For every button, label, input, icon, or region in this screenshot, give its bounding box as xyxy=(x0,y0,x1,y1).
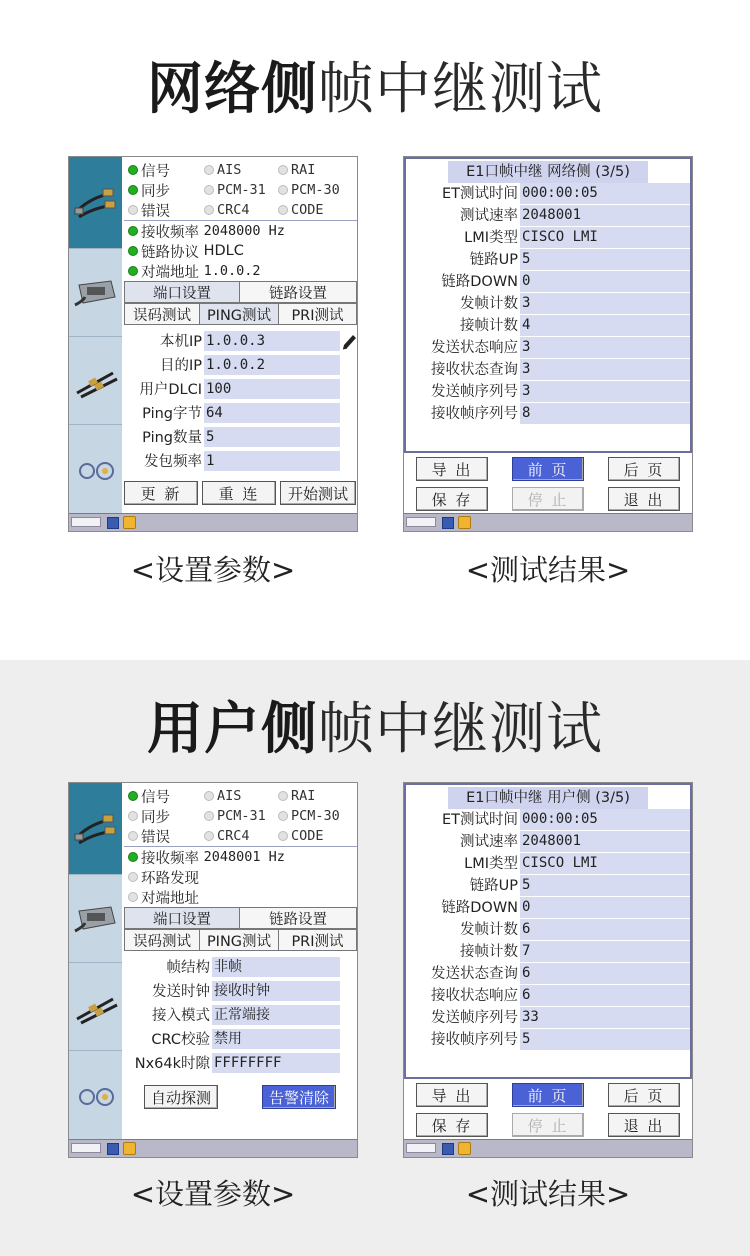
form-row xyxy=(124,331,357,353)
gears-icon xyxy=(73,455,119,485)
form-row xyxy=(124,379,357,401)
result-row xyxy=(406,985,690,1007)
result-row xyxy=(406,227,690,249)
tab-bert[interactable]: 误码测试 xyxy=(124,303,200,325)
indicator xyxy=(128,826,170,846)
field-label: 目的IP xyxy=(159,358,202,374)
indicator-row xyxy=(126,826,356,846)
status-item xyxy=(128,221,285,241)
indicator-label: 同步 xyxy=(141,183,170,200)
settings-screen xyxy=(68,782,358,1158)
indicator-label: 同步 xyxy=(141,809,170,826)
fiber-cable-icon xyxy=(73,361,119,401)
tab-link-settings[interactable]: 链路设置 xyxy=(239,281,357,303)
result-label: LMI类型 xyxy=(464,856,518,872)
dest-ip-input[interactable]: 1.0.0.2 xyxy=(204,355,340,376)
user-side-section xyxy=(0,660,750,1256)
result-value: 3 xyxy=(520,359,690,380)
indicator-label: CRC4 xyxy=(217,202,250,218)
bnc-cable-icon xyxy=(73,183,119,223)
save-button[interactable]: 保 存 xyxy=(416,1113,488,1137)
status-dot xyxy=(204,791,214,801)
tray-icon[interactable] xyxy=(458,1142,471,1155)
sidebar-item-settings[interactable] xyxy=(69,425,122,515)
pen-input-icon[interactable] xyxy=(406,1143,436,1153)
sidebar-item-dsub[interactable] xyxy=(69,249,122,337)
sidebar-item-e1-cable[interactable] xyxy=(69,157,122,249)
tx-clock-select[interactable]: 接收时钟 xyxy=(212,981,340,1002)
indicator-label: 错误 xyxy=(141,829,170,846)
sidebar-item-fiber[interactable] xyxy=(69,337,122,425)
status-label: 接收频率 xyxy=(141,224,199,241)
tab-link-settings[interactable]: 链路设置 xyxy=(239,907,357,929)
result-value: 5 xyxy=(520,875,690,896)
field-label: 发包频率 xyxy=(144,454,202,470)
next-page-button[interactable]: 后 页 xyxy=(608,1083,680,1107)
result-value: 2048001 xyxy=(520,205,690,226)
status-bar xyxy=(69,513,358,531)
indicator xyxy=(128,180,170,200)
result-value: 0 xyxy=(520,897,690,918)
result-value: 5 xyxy=(520,1029,690,1050)
indicator-label: AIS xyxy=(217,788,242,804)
status-bar xyxy=(404,513,693,531)
status-value: 2048001 Hz xyxy=(203,849,285,865)
result-value: 6 xyxy=(520,919,690,940)
indicator-label: RAI xyxy=(291,788,316,804)
form-row xyxy=(124,981,357,1003)
reconnect-button[interactable]: 重 连 xyxy=(202,481,276,505)
field-label: 发送时钟 xyxy=(152,984,210,1000)
tab-pri[interactable]: PRI测试 xyxy=(278,929,357,951)
status-dot xyxy=(128,791,138,801)
ping-count-input[interactable]: 5 xyxy=(204,427,340,448)
caption-results: <测试结果> xyxy=(465,1177,631,1211)
sidebar-item-settings[interactable] xyxy=(69,1051,122,1141)
indicator xyxy=(128,806,170,826)
pen-input-icon[interactable] xyxy=(406,517,436,527)
prev-page-button[interactable]: 前 页 xyxy=(512,457,584,481)
indicator-label: PCM-31 xyxy=(217,182,266,198)
status-row xyxy=(126,261,356,281)
tab-row-main xyxy=(124,907,357,929)
indicator-label: PCM-30 xyxy=(291,182,340,198)
status-dot xyxy=(204,811,214,821)
result-row xyxy=(406,853,690,875)
result-row xyxy=(406,1029,690,1051)
local-ip-input[interactable]: 1.0.0.3 xyxy=(204,331,340,352)
indicator-label: 错误 xyxy=(141,203,170,220)
keyboard-icon[interactable] xyxy=(442,517,454,529)
tab-port-settings[interactable]: 端口设置 xyxy=(124,281,240,303)
start-test-button[interactable]: 开始测试 xyxy=(280,481,356,505)
status-dot xyxy=(278,811,288,821)
status-item xyxy=(128,261,261,281)
status-item xyxy=(128,847,285,867)
results-screen xyxy=(403,156,693,532)
status-dot xyxy=(128,165,138,175)
sidebar-item-dsub[interactable] xyxy=(69,875,122,963)
tab-bert[interactable]: 误码测试 xyxy=(124,929,200,951)
result-row xyxy=(406,271,690,293)
status-row xyxy=(126,221,356,241)
indicator-row xyxy=(126,160,356,180)
indicator-row xyxy=(126,180,356,200)
form-row xyxy=(124,1005,357,1027)
status-dot xyxy=(204,185,214,195)
status-dot xyxy=(278,165,288,175)
status-dot xyxy=(204,165,214,175)
results-title: E1口帧中继 用户侧 (3/5) xyxy=(448,787,648,809)
status-dot xyxy=(128,185,138,195)
indicator-label: CRC4 xyxy=(217,828,250,844)
indicator-row xyxy=(126,200,356,220)
access-mode-select[interactable]: 正常端接 xyxy=(212,1005,340,1026)
result-label: ET测试时间 xyxy=(441,186,518,202)
dsub-connector-icon xyxy=(73,901,119,937)
result-label: 接收帧序列号 xyxy=(431,1032,518,1048)
result-value: 3 xyxy=(520,293,690,314)
result-label: 链路UP xyxy=(469,878,518,894)
edit-pencil-icon[interactable] xyxy=(341,333,357,351)
result-label: 链路DOWN xyxy=(441,274,518,290)
result-value: 0 xyxy=(520,271,690,292)
status-item xyxy=(128,241,244,261)
status-dot xyxy=(128,872,138,882)
result-row xyxy=(406,1007,690,1029)
form-row xyxy=(124,957,357,979)
result-label: 发送状态响应 xyxy=(431,340,518,356)
result-row xyxy=(406,293,690,315)
result-value: 33 xyxy=(520,1007,690,1028)
result-label: 接帧计数 xyxy=(460,318,518,334)
export-button[interactable]: 导 出 xyxy=(416,457,488,481)
status-label: 接收频率 xyxy=(141,850,199,867)
save-button[interactable]: 保 存 xyxy=(416,487,488,511)
indicator-label: 信号 xyxy=(141,163,170,180)
status-dot xyxy=(278,831,288,841)
indicator-label: AIS xyxy=(217,162,242,178)
prev-page-button[interactable]: 前 页 xyxy=(512,1083,584,1107)
status-item xyxy=(128,867,199,887)
result-label: 接收状态查询 xyxy=(431,362,518,378)
result-value: CISCO LMI xyxy=(520,853,690,874)
settings-main xyxy=(124,157,357,515)
tray-icon[interactable] xyxy=(123,516,136,529)
status-label: 对端地址 xyxy=(141,890,199,907)
field-label: 接入模式 xyxy=(152,1008,210,1024)
dlci-input[interactable]: 100 xyxy=(204,379,340,400)
result-label: 发送状态查询 xyxy=(431,966,518,982)
indicator-label: CODE xyxy=(291,202,324,218)
indicator xyxy=(278,180,340,200)
result-label: 接帧计数 xyxy=(460,944,518,960)
field-label: CRC校验 xyxy=(151,1032,210,1048)
indicator xyxy=(204,180,266,200)
dsub-connector-icon xyxy=(73,275,119,311)
stop-button[interactable]: 停 止 xyxy=(512,1113,584,1137)
status-label: 链路协议 xyxy=(141,244,199,261)
settings-screen xyxy=(68,156,358,532)
indicator xyxy=(278,826,324,846)
result-label: 发送帧序列号 xyxy=(431,384,518,400)
result-label: 测试速率 xyxy=(460,208,518,224)
field-label: 帧结构 xyxy=(166,960,210,976)
status-row xyxy=(126,241,356,261)
tab-pri[interactable]: PRI测试 xyxy=(278,303,357,325)
status-value: 1.0.0.2 xyxy=(203,263,261,279)
result-value: 6 xyxy=(520,985,690,1006)
status-dot xyxy=(278,185,288,195)
exit-button[interactable]: 退 出 xyxy=(608,487,680,511)
result-value: 2048001 xyxy=(520,831,690,852)
indicator xyxy=(278,200,324,220)
results-buttons xyxy=(404,1081,692,1141)
clear-alarm-button[interactable]: 告警清除 xyxy=(262,1085,336,1109)
result-label: LMI类型 xyxy=(464,230,518,246)
keyboard-icon[interactable] xyxy=(107,1143,119,1155)
heading-light: 帧中继测试 xyxy=(318,57,603,122)
status-dot xyxy=(278,205,288,215)
ping-bytes-input[interactable]: 64 xyxy=(204,403,340,424)
status-label: 环路发现 xyxy=(141,870,199,887)
status-bar xyxy=(69,1139,358,1157)
indicator-label: CODE xyxy=(291,828,324,844)
result-row xyxy=(406,919,690,941)
field-label: 本机IP xyxy=(159,334,202,350)
bnc-cable-icon xyxy=(73,809,119,849)
result-row xyxy=(406,897,690,919)
indicator-label: PCM-31 xyxy=(217,808,266,824)
result-label: 链路DOWN xyxy=(441,900,518,916)
result-row xyxy=(406,359,690,381)
keyboard-icon[interactable] xyxy=(107,517,119,529)
tray-icon[interactable] xyxy=(123,1142,136,1155)
result-value: 6 xyxy=(520,963,690,984)
indicator-label: PCM-30 xyxy=(291,808,340,824)
pen-input-icon[interactable] xyxy=(71,1143,101,1153)
field-label: 用户DLCI xyxy=(139,382,202,398)
result-value: 4 xyxy=(520,315,690,336)
status-dot xyxy=(128,852,138,862)
results-screen xyxy=(403,782,693,1158)
status-row xyxy=(126,867,356,887)
indicator xyxy=(204,160,241,180)
result-label: 发帧计数 xyxy=(460,922,518,938)
form-row xyxy=(124,403,357,425)
indicator xyxy=(278,806,340,826)
result-label: 接收状态响应 xyxy=(431,988,518,1004)
indicator xyxy=(204,786,241,806)
auto-detect-button[interactable]: 自动探测 xyxy=(144,1085,218,1109)
indicator xyxy=(128,786,170,806)
tab-ping[interactable]: PING测试 xyxy=(199,303,279,325)
indicator-label: RAI xyxy=(291,162,316,178)
caption-settings: <设置参数> xyxy=(130,553,296,587)
status-dot xyxy=(128,811,138,821)
result-row xyxy=(406,831,690,853)
status-row xyxy=(126,847,356,867)
tab-ping[interactable]: PING测试 xyxy=(199,929,279,951)
send-rate-input[interactable]: 1 xyxy=(204,451,340,472)
form-row xyxy=(124,451,357,473)
status-value: 2048000 Hz xyxy=(203,223,285,239)
export-button[interactable]: 导 出 xyxy=(416,1083,488,1107)
frame-structure-select[interactable]: 非帧 xyxy=(212,957,340,978)
result-label: 发帧计数 xyxy=(460,296,518,312)
result-row xyxy=(406,403,690,425)
indicator-row xyxy=(126,806,356,826)
result-value: 3 xyxy=(520,337,690,358)
result-value: 3 xyxy=(520,381,690,402)
result-label: 链路UP xyxy=(469,252,518,268)
result-value: 7 xyxy=(520,941,690,962)
result-row xyxy=(406,183,690,205)
indicator xyxy=(204,200,250,220)
result-label: ET测试时间 xyxy=(441,812,518,828)
result-label: 发送帧序列号 xyxy=(431,1010,518,1026)
results-buttons xyxy=(404,455,692,515)
result-row xyxy=(406,963,690,985)
result-label: 测试速率 xyxy=(460,834,518,850)
keyboard-icon[interactable] xyxy=(442,1143,454,1155)
section-heading xyxy=(0,58,750,122)
result-value: 000:00:05 xyxy=(520,809,690,830)
status-dot xyxy=(128,226,138,236)
section-heading xyxy=(0,698,750,762)
result-row xyxy=(406,941,690,963)
status-item xyxy=(128,887,199,907)
form-row xyxy=(124,1053,357,1075)
indicator xyxy=(278,160,315,180)
field-label: Ping数量 xyxy=(142,430,202,446)
result-row xyxy=(406,315,690,337)
result-row xyxy=(406,875,690,897)
result-row xyxy=(406,205,690,227)
result-label: 接收帧序列号 xyxy=(431,406,518,422)
form-row xyxy=(124,427,357,449)
indicator-row xyxy=(126,786,356,806)
results-panel xyxy=(404,157,692,453)
field-label: Nx64k时隙 xyxy=(134,1056,210,1072)
form-row xyxy=(124,355,357,377)
status-dot xyxy=(204,205,214,215)
status-dot xyxy=(128,205,138,215)
indicator xyxy=(128,200,170,220)
fiber-cable-icon xyxy=(73,987,119,1027)
indicator xyxy=(278,786,315,806)
heading-bold: 网络侧 xyxy=(147,57,318,122)
result-row xyxy=(406,249,690,271)
results-title: E1口帧中继 网络侧 (3/5) xyxy=(448,161,648,183)
refresh-button[interactable]: 更 新 xyxy=(124,481,198,505)
result-row xyxy=(406,381,690,403)
stop-button[interactable]: 停 止 xyxy=(512,487,584,511)
result-value: 8 xyxy=(520,403,690,424)
sidebar xyxy=(69,783,122,1141)
status-value: HDLC xyxy=(203,243,244,259)
tab-row-tests xyxy=(124,303,357,325)
sidebar xyxy=(69,157,122,515)
heading-light: 帧中继测试 xyxy=(318,697,603,762)
indicator-label: 信号 xyxy=(141,789,170,806)
caption-settings: <设置参数> xyxy=(130,1177,296,1211)
tray-icon[interactable] xyxy=(458,516,471,529)
timeslot-input[interactable]: FFFFFFFF xyxy=(212,1053,340,1074)
status-bar xyxy=(404,1139,693,1157)
result-value: CISCO LMI xyxy=(520,227,690,248)
status-label: 对端地址 xyxy=(141,264,199,281)
field-label: Ping字节 xyxy=(142,406,202,422)
results-panel xyxy=(404,783,692,1079)
status-dot xyxy=(204,831,214,841)
result-row xyxy=(406,809,690,831)
status-dot xyxy=(128,831,138,841)
exit-button[interactable]: 退 出 xyxy=(608,1113,680,1137)
pen-input-icon[interactable] xyxy=(71,517,101,527)
form-row xyxy=(124,1029,357,1051)
status-dot xyxy=(128,246,138,256)
indicator xyxy=(204,826,250,846)
status-row xyxy=(126,887,356,907)
crc-check-select[interactable]: 禁用 xyxy=(212,1029,340,1050)
tab-port-settings[interactable]: 端口设置 xyxy=(124,907,240,929)
indicator xyxy=(204,806,266,826)
sidebar-item-fiber[interactable] xyxy=(69,963,122,1051)
result-row xyxy=(406,337,690,359)
sidebar-item-e1-cable[interactable] xyxy=(69,783,122,875)
tab-row-tests xyxy=(124,929,357,951)
gears-icon xyxy=(73,1081,119,1111)
indicator xyxy=(128,160,170,180)
heading-bold: 用户侧 xyxy=(147,697,318,762)
settings-main xyxy=(124,783,357,1141)
result-value: 000:00:05 xyxy=(520,183,690,204)
status-dot xyxy=(128,892,138,902)
tab-row-main xyxy=(124,281,357,303)
next-page-button[interactable]: 后 页 xyxy=(608,457,680,481)
status-dot xyxy=(278,791,288,801)
status-dot xyxy=(128,266,138,276)
caption-results: <测试结果> xyxy=(465,553,631,587)
result-value: 5 xyxy=(520,249,690,270)
